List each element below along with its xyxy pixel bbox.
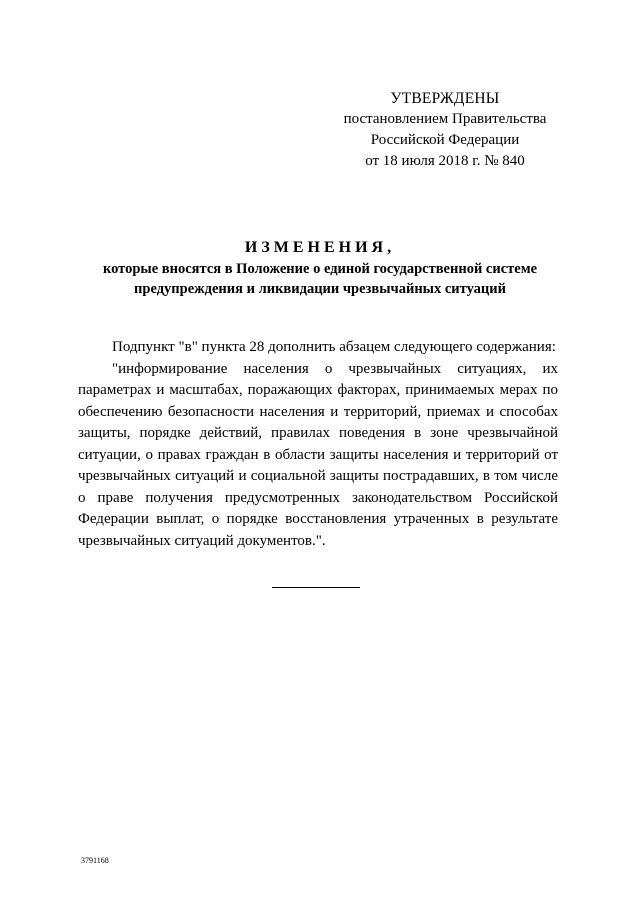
approval-line-resolution: постановлением Правительства — [343, 111, 547, 127]
body-paragraph-amendment: "информирование населения о чрезвычайных ситуациях, их параметрах и масштабах, поражающих факторах, принимаемых мерах по обеспечению безопасности населения и территорий, приемах и способах защиты, порядке действий, правилах поведения в зоне чрезвычайной ситуации, о правах граждан в области защиты населения и территорий от чрезвычайных ситуаций и социальной защиты пострадавших, в том числе о праве получения предусмотренных законодательством Российской Федерации выплат, о порядке восстановления утраченных в результате чрезвычайных ситуаций документов.". — [78, 360, 558, 549]
document-subtitle — [60, 260, 580, 299]
approval-line-federation: Российской Федерации — [370, 132, 520, 148]
end-divider — [272, 587, 360, 588]
footer-document-code: 3791168 — [81, 856, 109, 865]
document-title: ИЗМЕНЕНИЯ, — [244, 239, 396, 256]
approval-heading: УТВЕРЖДЕНЫ — [390, 90, 500, 107]
subtitle-line-2: предупреждения и ликвидации чрезвычайных ситуаций — [134, 280, 506, 297]
approval-line-date-number: от 18 июля 2018 г. № 840 — [365, 153, 525, 169]
approval-block — [330, 88, 560, 172]
body-paragraph-intro: Подпункт "в" пункта 28 дополнить абзацем следующего содержания: — [112, 339, 556, 355]
subtitle-line-1: которые вносятся в Положение о единой государственной системе — [102, 261, 538, 277]
document-body — [78, 337, 558, 552]
